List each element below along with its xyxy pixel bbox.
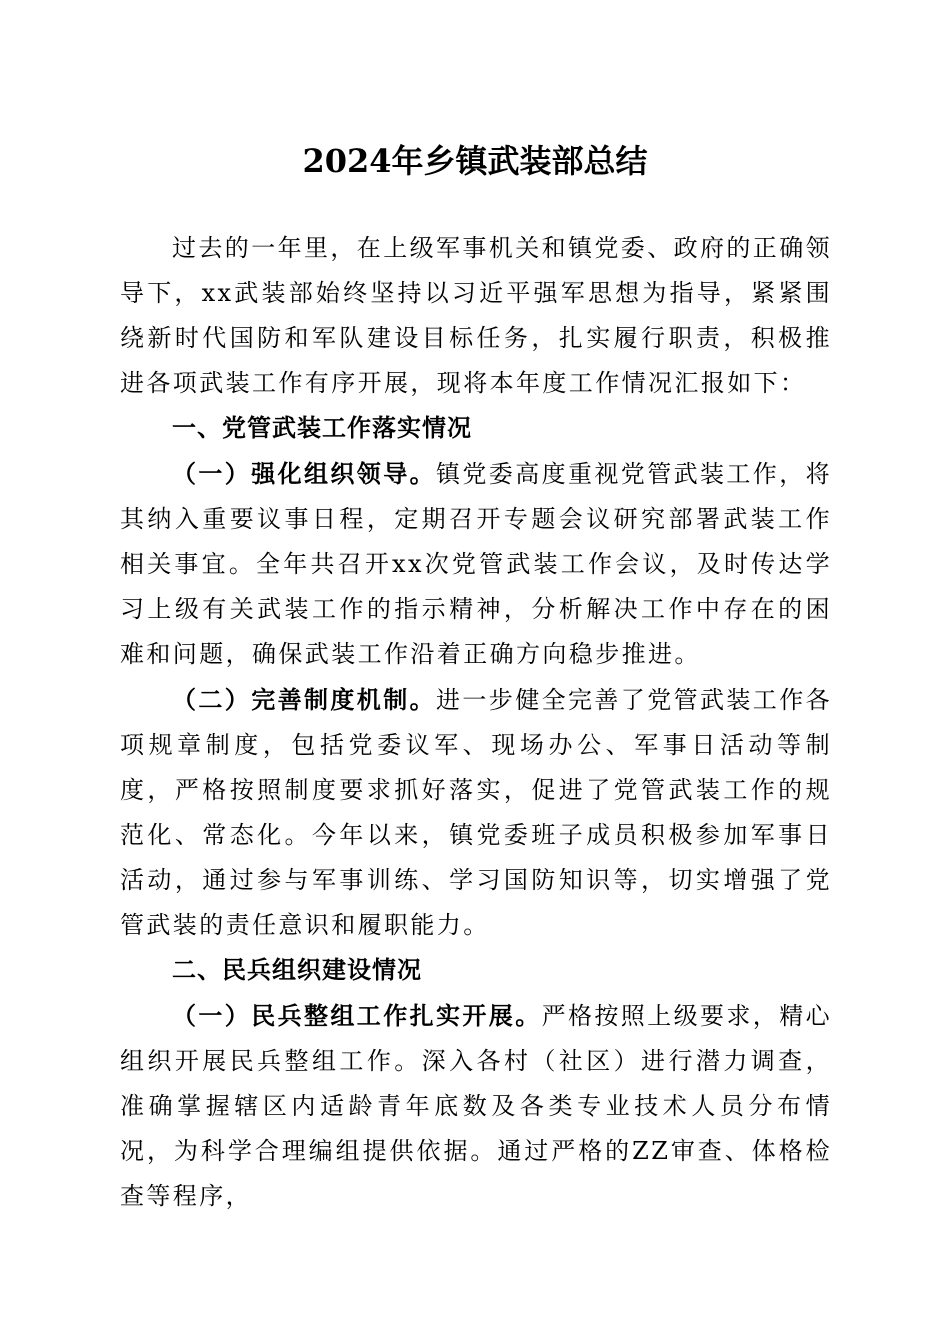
section-1-heading: 一、党管武装工作落实情况	[172, 414, 472, 442]
section-2-paragraph-1-text: 严格按照上级要求，精心组织开展民兵整组工作。深入各村（社区）进行潜力调查，准确掌握辖区内适龄青年底数及各类专业技术人员分布情况，为科学合理编组提供依据。通过严格的ZZ审查、体格检查等程序，	[120, 1002, 833, 1210]
document-body	[120, 226, 832, 1219]
section-1-paragraph-1	[120, 451, 832, 677]
document-title: 2024年乡镇武装部总结	[302, 142, 648, 180]
section-2-paragraph-1-lead: （一）民兵整组工作扎实开展。	[172, 1001, 542, 1030]
section-1-paragraph-1-lead: （一）强化组织领导。	[172, 459, 436, 488]
section-1-paragraph-1-text: 镇党委高度重视党管武装工作，将其纳入重要议事日程，定期召开专题会议研究部署武装工作相关事宜。全年共召开xx次党管武装工作会议，及时传达学习上级有关武装工作的指示精神，分析解决工作中存在的困难和问题，确保武装工作沿着正确方向稳步推进。	[120, 460, 832, 668]
section-1-paragraph-2-lead: （二）完善制度机制。	[172, 685, 436, 714]
section-2-paragraph-1	[120, 993, 832, 1219]
section-1-paragraph-2-text: 进一步健全完善了党管武装工作各项规章制度，包括党委议军、现场办公、军事日活动等制度，严格按照制度要求抓好落实，促进了党管武装工作的规范化、常态化。今年以来，镇党委班子成员积极参加军事日活动，通过参与军事训练、学习国防知识等，切实增强了党管武装的责任意识和履职能力。	[120, 686, 832, 939]
intro-paragraph: 过去的一年里，在上级军事机关和镇党委、政府的正确领导下，xx武装部始终坚持以习近平强军思想为指导，紧紧围绕新时代国防和军队建设目标任务，扎实履行职责，积极推进各项武装工作有序开展，现将本年度工作情况汇报如下：	[120, 234, 832, 397]
section-2-heading: 二、民兵组织建设情况	[172, 956, 422, 984]
section-1-paragraph-2	[120, 677, 832, 948]
